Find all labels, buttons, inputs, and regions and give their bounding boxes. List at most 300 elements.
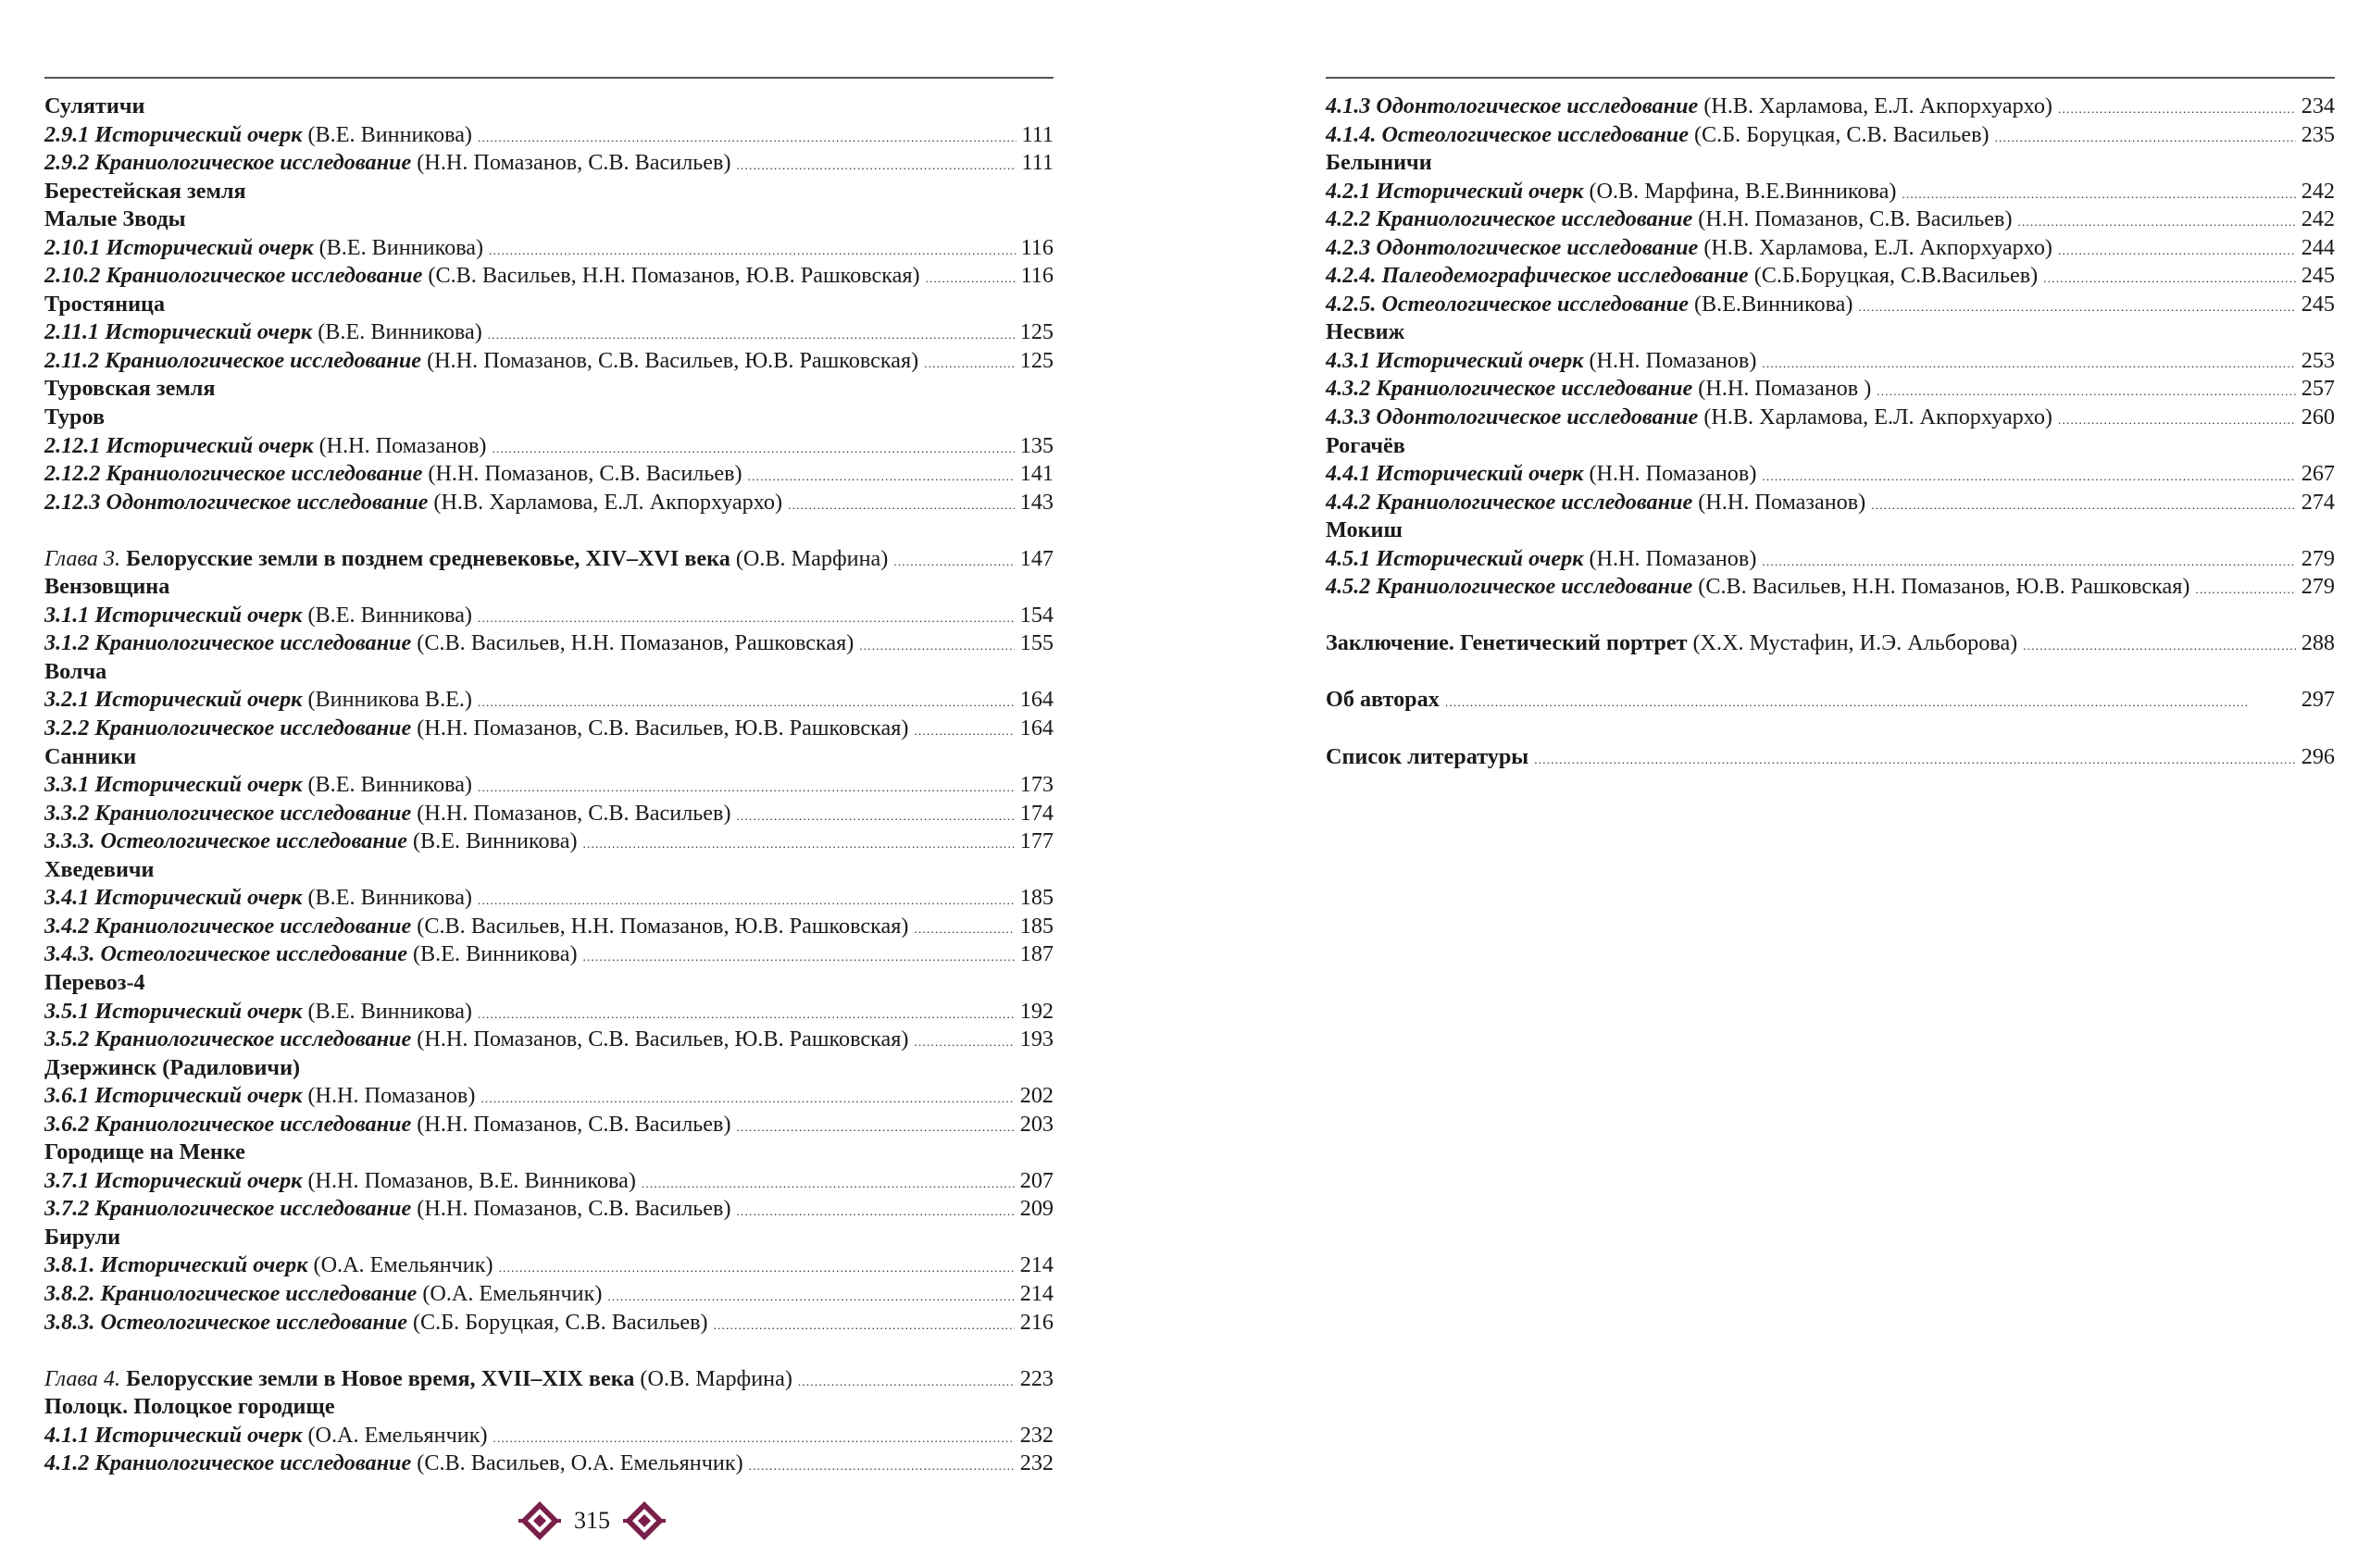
toc-entry [44, 715, 1054, 743]
entry-authors: (Н.Н. Помазанов, В.Е. Винникова) [307, 1167, 636, 1193]
entry-authors: (Н.Н. Помазанов, С.В. Васильев) [417, 1111, 731, 1137]
entry-number: 4.2.5. [1326, 291, 1377, 317]
entry-number: 3.7.1 [44, 1167, 90, 1193]
toc-entry [44, 629, 1054, 658]
page-ref: 207 [1019, 1167, 1054, 1193]
entry-title: Исторический очерк [1376, 545, 1584, 571]
page-ref: 216 [1019, 1309, 1054, 1335]
section-heading: Полоцк. Полоцкое городище [44, 1394, 335, 1420]
page-ref: 244 [2301, 234, 2335, 260]
toc-entry [1326, 573, 2335, 602]
section-heading: Бирули [44, 1224, 121, 1250]
dot-leader [1902, 178, 2295, 209]
page-ref: 141 [1019, 461, 1054, 487]
entry-number: 3.3.2 [44, 800, 90, 826]
toc-heading [44, 969, 1054, 998]
section-heading: Туровская земля [44, 376, 216, 402]
entry-title: Исторический очерк [94, 885, 303, 911]
toc-entry [44, 432, 1054, 461]
toc-heading [44, 1139, 1054, 1167]
section-title: Заключение. Генетический портрет [1326, 630, 1688, 656]
dot-leader [2018, 205, 2296, 237]
dot-leader [737, 1195, 1015, 1226]
toc-heading [1326, 516, 2335, 545]
dot-leader [737, 1111, 1015, 1142]
toc-heading [44, 1224, 1054, 1252]
entry-title: Палеодемографическое исследование [1381, 263, 1749, 289]
entry-authors: (Н.Н. Помазанов) [1589, 347, 1757, 373]
entry-authors: (О.А. Емельянчик) [422, 1280, 603, 1306]
entry-title: Остеологическое исследование [1381, 121, 1689, 147]
dot-leader [2043, 262, 2296, 293]
entry-number: 2.9.1 [44, 121, 90, 147]
entry-number: 2.9.2 [44, 150, 90, 176]
page-ref: 214 [1019, 1280, 1054, 1306]
toc-entry [44, 828, 1054, 856]
page-ref: 274 [2301, 489, 2335, 515]
section-title: Список литературы [1326, 743, 1529, 769]
dot-leader [749, 1450, 1015, 1481]
page-ref: 234 [2301, 93, 2335, 118]
page-ref: 253 [2301, 347, 2335, 373]
dot-leader [788, 489, 1015, 520]
toc-entry [44, 121, 1054, 150]
page-footer [518, 1500, 666, 1542]
entry-number: 4.2.1 [1326, 178, 1371, 204]
dot-leader [492, 432, 1014, 464]
dot-leader [914, 1026, 1014, 1057]
entry-title: Краниологическое исследование [1376, 376, 1693, 402]
page-ref: 147 [1019, 545, 1054, 571]
entry-number: 2.12.2 [44, 461, 101, 487]
dot-leader [478, 686, 1015, 717]
toc-heading [44, 178, 1054, 206]
toc-heading [44, 404, 1054, 432]
toc-entry [44, 234, 1054, 263]
toc-heading [44, 291, 1054, 319]
entry-authors: (В.Е. Винникова) [307, 998, 472, 1024]
entry-number: 4.1.2 [44, 1450, 90, 1476]
toc-heading [44, 375, 1054, 404]
entry-number: 4.1.4. [1326, 121, 1377, 147]
entry-title: Краниологическое исследование [94, 1196, 412, 1222]
toc-entry [44, 1026, 1054, 1054]
toc-entry [1326, 489, 2335, 517]
section-heading: Санники [44, 743, 137, 769]
entry-authors: (Х.Х. Мустафин, И.Э. Альборова) [1692, 630, 2018, 656]
dot-leader [1995, 121, 2296, 153]
toc-entry [44, 1195, 1054, 1224]
entry-number: 3.1.1 [44, 602, 90, 628]
entry-number: 3.8.2. [44, 1280, 95, 1306]
dot-leader [1762, 460, 2295, 492]
entry-authors: (О.В. Марфина) [735, 545, 889, 571]
entry-authors: (Н.Н. Помазанов, С.В. Васильев) [417, 800, 731, 826]
dot-leader [737, 149, 1017, 180]
entry-title: Краниологическое исследование [94, 1450, 412, 1476]
page-ref: 177 [1019, 828, 1054, 854]
entry-authors: (Н.Н. Помазанов, С.В. Васильев) [1698, 206, 2013, 232]
entry-number: 4.3.1 [1326, 347, 1371, 373]
entry-number: 3.1.2 [44, 630, 90, 656]
toc-entry [44, 489, 1054, 517]
section-heading: Мокиш [1326, 517, 1403, 543]
toc-entry [44, 460, 1054, 489]
entry-title: Краниологическое исследование [106, 461, 423, 487]
dot-leader [478, 771, 1015, 803]
dot-leader [1762, 545, 2295, 577]
toc-entry [44, 913, 1054, 941]
toc-heading [1326, 318, 2335, 347]
dot-leader [478, 602, 1015, 633]
entry-title: Краниологическое исследование [94, 913, 412, 939]
toc-entry [44, 686, 1054, 715]
page-ref: 111 [1021, 150, 1054, 176]
toc-heading [1326, 432, 2335, 461]
entry-authors: (С.Б.Боруцкая, С.В.Васильев) [1753, 263, 2039, 289]
entry-authors: (В.Е. Винникова) [412, 828, 578, 854]
entry-title: Краниологическое исследование [94, 1111, 412, 1137]
entry-number: 2.11.2 [44, 347, 100, 373]
entry-number: 3.6.2 [44, 1111, 90, 1137]
entry-title: Одонтологическое исследование [106, 489, 429, 515]
dot-leader [926, 262, 1016, 293]
entry-authors: (В.Е. Винникова) [307, 121, 472, 147]
entry-authors: (О.А. Емельянчик) [307, 1422, 488, 1448]
entry-authors: (Н.В. Харламова, Е.Л. Акпорхуархо) [433, 489, 783, 515]
entry-title: Остеологическое исследование [100, 828, 407, 854]
entry-title: Краниологическое исследование [105, 347, 422, 373]
toc-entry [1326, 234, 2335, 263]
entry-title: Остеологическое исследование [100, 1309, 407, 1335]
entry-authors: (В.Е. Винникова) [318, 319, 482, 345]
dot-leader [2023, 629, 2295, 661]
section-heading: Туров [44, 404, 106, 430]
dot-leader [499, 1251, 1015, 1283]
right-page [1326, 0, 2335, 1568]
dot-leader [583, 940, 1015, 972]
page-ref: 143 [1019, 489, 1054, 515]
entry-authors: (Н.В. Харламова, Е.Л. Акпорхуархо) [1703, 93, 2052, 118]
page-ref: 203 [1019, 1111, 1054, 1137]
section-heading: Белыничи [1326, 150, 1432, 176]
page-ref: 223 [1019, 1365, 1054, 1391]
page-ref: 173 [1019, 772, 1054, 798]
section-heading: Рогачёв [1326, 432, 1405, 458]
entry-title: Одонтологическое исследование [1376, 404, 1699, 430]
toc-entry [1326, 375, 2335, 404]
entry-authors: (Н.Н. Помазанов) [1698, 489, 1866, 515]
page-ref: 235 [2301, 121, 2335, 147]
entry-title: Исторический очерк [94, 1167, 303, 1193]
entry-number: 3.8.3. [44, 1309, 95, 1335]
toc-section [1326, 629, 2335, 658]
dot-leader [798, 1365, 1015, 1397]
toc-entry [44, 149, 1054, 178]
entry-title: Одонтологическое исследование [1376, 234, 1699, 260]
page-ref: 185 [1019, 913, 1054, 939]
toc-entry [1326, 404, 2335, 432]
entry-number: 3.5.1 [44, 998, 90, 1024]
entry-title: Остеологическое исследование [100, 941, 407, 967]
entry-title: Исторический очерк [106, 432, 314, 458]
entry-number: 2.11.1 [44, 319, 100, 345]
chapter-title: Белорусские земли в позднем средневековье, XIV–XVI века [126, 545, 730, 571]
entry-authors: (Н.В. Харламова, Е.Л. Акпорхуархо) [1703, 404, 2052, 430]
dot-leader [1877, 375, 2295, 406]
entry-number: 3.4.3. [44, 941, 95, 967]
entry-number: 3.4.2 [44, 913, 90, 939]
entry-number: 4.2.3 [1326, 234, 1371, 260]
entry-authors: (В.Е. Винникова) [307, 885, 472, 911]
entry-title: Краниологическое исследование [106, 263, 423, 289]
entry-title: Краниологическое исследование [94, 716, 412, 741]
page-ref: 135 [1019, 432, 1054, 458]
dot-leader [2058, 93, 2296, 124]
entry-title: Краниологическое исследование [94, 150, 412, 176]
toc-entry [44, 1450, 1054, 1478]
toc-heading [44, 205, 1054, 234]
toc-entry [1326, 121, 2335, 150]
entry-title: Исторический очерк [94, 772, 303, 798]
entry-number: 4.2.4. [1326, 263, 1377, 289]
dot-leader [478, 884, 1015, 915]
entry-title: Исторический очерк [94, 687, 303, 713]
entry-authors: (С.В. Васильев, Н.Н. Помазанов, Ю.В. Рашковская) [428, 263, 920, 289]
page-ref: 125 [1019, 319, 1054, 345]
page-ref: 242 [2301, 206, 2335, 232]
entry-authors: (В.Е. Винникова) [318, 234, 484, 260]
entry-number: 3.7.2 [44, 1196, 90, 1222]
page-ref: 232 [1019, 1422, 1054, 1448]
entry-title: Исторический очерк [105, 319, 313, 345]
page-ref: 155 [1019, 630, 1054, 656]
page-ref: 260 [2301, 404, 2335, 430]
toc-entry [44, 998, 1054, 1027]
toc-entry [44, 884, 1054, 913]
entry-authors: (С.В. Васильев, Н.Н. Помазанов, Ю.В. Рашковская) [1698, 574, 2190, 600]
dot-leader [642, 1167, 1015, 1199]
entry-authors: (Н.Н. Помазанов, С.В. Васильев, Ю.В. Рашковская) [427, 347, 919, 373]
entry-number: 3.3.1 [44, 772, 90, 798]
chapter-title: Белорусские земли в Новое время, XVII–XIX века [126, 1365, 635, 1391]
section-heading: Берестейская земля [44, 178, 246, 204]
entry-authors: (Н.Н. Помазанов, С.В. Васильев, Ю.В. Рашковская) [417, 1027, 909, 1052]
entry-number: 4.3.2 [1326, 376, 1371, 402]
entry-title: Краниологическое исследование [94, 800, 412, 826]
toc-chapter [44, 545, 1054, 574]
entry-number: 4.2.2 [1326, 206, 1371, 232]
entry-authors: (С.В. Васильев, О.А. Емельянчик) [417, 1450, 743, 1476]
entry-title: Краниологическое исследование [1376, 489, 1693, 515]
page-ref: 192 [1019, 998, 1054, 1024]
top-rule [1326, 77, 2335, 79]
entry-authors: (С.В. Васильев, Н.Н. Помазанов, Ю.В. Рашковская) [417, 913, 909, 939]
top-rule [44, 77, 1054, 79]
entry-title: Краниологическое исследование [1376, 574, 1693, 600]
toc-section [1326, 743, 2335, 772]
dot-leader [478, 998, 1015, 1029]
entry-title: Одонтологическое исследование [1376, 93, 1699, 118]
page-ref: 202 [1019, 1083, 1054, 1109]
toc-entry [44, 1082, 1054, 1111]
toc-entry [1326, 205, 2335, 234]
entry-authors: (Н.Н. Помазанов, С.В. Васильев) [417, 150, 731, 176]
toc-entry [1326, 460, 2335, 489]
entry-title: Исторический очерк [1376, 461, 1584, 487]
toc-entry [44, 940, 1054, 969]
entry-authors: (Н.Н. Помазанов) [1589, 545, 1757, 571]
section-heading: Малые Зводы [44, 206, 186, 232]
page-ref: 164 [1019, 687, 1054, 713]
dot-leader [2195, 573, 2295, 604]
toc-entry [44, 262, 1054, 291]
section-heading: Хведевичи [44, 856, 155, 882]
left-page [44, 0, 1054, 1568]
dot-leader [2058, 234, 2296, 266]
page-ref: 245 [2301, 291, 2335, 317]
dot-leader [2058, 404, 2296, 435]
toc-section [1326, 686, 2335, 715]
entry-authors: (Н.Н. Помазанов ) [1698, 376, 1872, 402]
toc-entry [44, 1167, 1054, 1196]
toc-entry [44, 1280, 1054, 1309]
toc-entry [44, 602, 1054, 630]
entry-number: 4.3.3 [1326, 404, 1371, 430]
dot-leader [1445, 686, 2296, 717]
toc-entry [44, 800, 1054, 828]
entry-number: 3.2.2 [44, 716, 90, 741]
entry-number: 2.10.1 [44, 234, 101, 260]
page-ref: 214 [1019, 1252, 1054, 1278]
toc-entry [44, 1309, 1054, 1338]
page-ref: 296 [2301, 743, 2335, 769]
toc-heading [44, 1393, 1054, 1422]
entry-number: 4.4.1 [1326, 461, 1371, 487]
entry-title: Краниологическое исследование [100, 1280, 418, 1306]
page-ref: 279 [2301, 574, 2335, 600]
toc-entry [44, 347, 1054, 376]
entry-number: 3.3.3. [44, 828, 95, 854]
entry-title: Исторический очерк [94, 121, 303, 147]
entry-authors: (Н.Н. Помазанов, С.В. Васильев, Ю.В. Рашковская) [417, 716, 909, 741]
toc-heading [44, 93, 1054, 121]
toc-heading [44, 573, 1054, 602]
entry-title: Остеологическое исследование [1381, 291, 1689, 317]
section-heading: Городище на Менке [44, 1139, 245, 1165]
entry-number: 4.1.3 [1326, 93, 1371, 118]
dot-leader [748, 460, 1015, 492]
table-of-contents [1326, 93, 2335, 771]
entry-title: Исторический очерк [100, 1252, 308, 1278]
dot-leader [488, 318, 1015, 350]
toc-entry [1326, 291, 2335, 319]
dot-leader [480, 1082, 1014, 1114]
entry-authors: (О.В. Марфина, В.Е.Винникова) [1589, 178, 1897, 204]
entry-authors: (Н.Н. Помазанов) [318, 432, 487, 458]
page-ref: 232 [1019, 1450, 1054, 1476]
entry-title: Исторический очерк [1376, 178, 1584, 204]
toc-entry [1326, 545, 2335, 574]
dot-leader [1871, 489, 2296, 520]
page-ref: 209 [1019, 1196, 1054, 1222]
page-ref: 154 [1019, 602, 1054, 628]
toc-chapter [44, 1365, 1054, 1394]
entry-number: 4.1.1 [44, 1422, 90, 1448]
page-ref: 297 [2301, 687, 2335, 713]
page-number: 315 [574, 1507, 610, 1534]
dot-leader [924, 347, 1015, 379]
toc-entry [44, 318, 1054, 347]
entry-title: Краниологическое исследование [94, 630, 412, 656]
entry-authors: (В.Е. Винникова) [307, 602, 472, 628]
section-heading: Дзержинск (Радиловичи) [44, 1054, 301, 1080]
entry-authors: (Н.Н. Помазанов) [307, 1083, 476, 1109]
toc-entry [1326, 93, 2335, 121]
dot-leader [737, 800, 1015, 831]
dot-leader [607, 1280, 1014, 1312]
page-ref: 193 [1019, 1027, 1054, 1052]
toc-entry [44, 1422, 1054, 1450]
page-ref: 279 [2301, 545, 2335, 571]
chapter-label: Глава 4. [44, 1365, 121, 1391]
entry-title: Исторический очерк [94, 1083, 303, 1109]
toc-entry [44, 771, 1054, 800]
page-ref: 185 [1019, 885, 1054, 911]
ornament-left-icon [518, 1500, 561, 1542]
page-ref: 242 [2301, 178, 2335, 204]
entry-authors: (Н.Н. Помазанов, С.В. Васильев) [417, 1196, 731, 1222]
section-heading: Сулятичи [44, 93, 145, 118]
dot-leader [914, 715, 1014, 746]
page-ref: 116 [1020, 263, 1054, 289]
toc-entry [44, 1251, 1054, 1280]
entry-title: Краниологическое исследование [94, 1027, 412, 1052]
entry-number: 3.5.2 [44, 1027, 90, 1052]
toc-entry [1326, 262, 2335, 291]
page-ref: 245 [2301, 263, 2335, 289]
toc-heading [44, 743, 1054, 772]
dot-leader [478, 121, 1017, 153]
dot-leader [893, 545, 1014, 577]
page-ref: 257 [2301, 376, 2335, 402]
toc-entry [1326, 347, 2335, 376]
entry-number: 3.4.1 [44, 885, 90, 911]
entry-number: 3.6.1 [44, 1083, 90, 1109]
toc-heading [44, 856, 1054, 885]
section-heading: Волча [44, 658, 107, 684]
dot-leader [914, 913, 1014, 944]
entry-authors: (С.Б. Боруцкая, С.В. Васильев) [412, 1309, 708, 1335]
entry-authors: (О.В. Марфина) [640, 1365, 792, 1391]
dot-leader [1762, 347, 2295, 379]
toc-heading [44, 1054, 1054, 1083]
entry-authors: (В.Е. Винникова) [307, 772, 472, 798]
section-title: Об авторах [1326, 687, 1440, 713]
entry-authors: (Винникова В.Е.) [307, 687, 472, 713]
entry-number: 3.8.1. [44, 1252, 95, 1278]
dot-leader [583, 828, 1015, 859]
entry-authors: (С.Б. Боруцкая, С.В. Васильев) [1693, 121, 1990, 147]
entry-authors: (С.В. Васильев, Н.Н. Помазанов, Рашковская) [417, 630, 854, 656]
toc-heading [1326, 149, 2335, 178]
dot-leader [859, 629, 1014, 661]
page-ref: 174 [1019, 800, 1054, 826]
page-ref: 164 [1019, 716, 1054, 741]
entry-title: Исторический очерк [1376, 347, 1584, 373]
entry-number: 2.10.2 [44, 263, 101, 289]
entry-number: 3.2.1 [44, 687, 90, 713]
